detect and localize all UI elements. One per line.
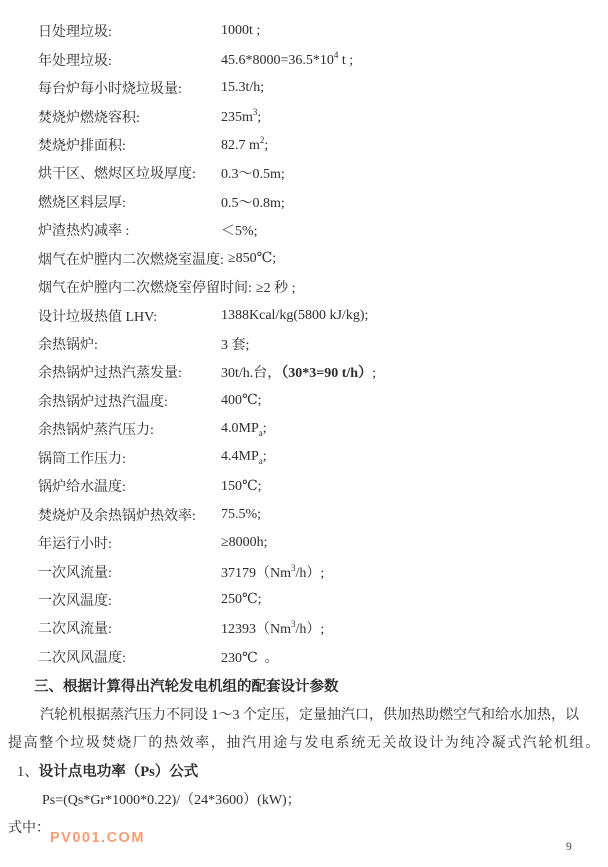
spec-value-part: 1000t ; xyxy=(221,23,261,39)
spec-value-part: 3 xyxy=(252,107,258,118)
spec-label: 烘干区、燃烬区垃圾厚度: xyxy=(38,167,196,183)
spec-label: 焚烧炉燃烧容积: xyxy=(38,110,140,126)
spec-value-part: ; xyxy=(372,366,376,382)
spec-value xyxy=(221,23,260,39)
spec-label: 烟气在炉膛内二次燃烧室温度: xyxy=(38,252,224,268)
spec-row xyxy=(38,500,600,528)
spec-label: 余热锅炉: xyxy=(38,338,98,354)
spec-value xyxy=(221,163,285,183)
spec-row xyxy=(38,586,600,614)
spec-value xyxy=(221,308,368,324)
spec-row xyxy=(38,472,600,500)
spec-value-part: 75.5%; xyxy=(221,506,262,522)
spec-value xyxy=(221,535,268,551)
spec-label: 年运行小时: xyxy=(38,537,112,553)
spec-value-part: 230℃ 。 xyxy=(221,650,279,666)
spec-value-part: 37179（Nm xyxy=(221,565,291,581)
spec-value xyxy=(221,421,267,438)
spec-label: 二次风流量: xyxy=(38,622,112,638)
spec-row xyxy=(38,245,600,273)
spec-row xyxy=(38,45,600,73)
spec-value-part: 150℃; xyxy=(221,478,262,494)
spec-value-part: a xyxy=(258,427,263,438)
spec-value-part: ; xyxy=(262,420,267,436)
paragraph-line-2: 提高整个垃圾焚烧厂的热效率，抽汽用途与发电系统无关故设计为纯冷凝式汽轮机组。 xyxy=(8,736,601,752)
spec-row xyxy=(38,557,600,585)
spec-label: 炉渣热灼减率 : xyxy=(38,224,130,240)
spec-value-part: ; xyxy=(257,110,262,126)
spec-row xyxy=(38,529,600,557)
spec-value-part: 15.3t/h; xyxy=(221,80,265,96)
spec-table xyxy=(8,17,600,671)
spec-value xyxy=(221,647,279,667)
spec-value-part: 12393（Nm xyxy=(221,622,291,638)
spec-value xyxy=(221,591,262,608)
spec-value xyxy=(221,392,262,409)
spec-row xyxy=(38,358,600,386)
spec-value-part: ; xyxy=(264,138,269,154)
spec-value xyxy=(228,250,276,267)
spec-label: 锅筒工作压力: xyxy=(38,451,126,467)
spec-label: 余热锅炉过热汽蒸发量: xyxy=(38,366,182,382)
spec-value-part: 250℃; xyxy=(221,592,262,608)
spec-value-part: 30t/h.台， xyxy=(221,366,282,382)
watermark-text: PV001.COM xyxy=(50,830,145,846)
spec-row xyxy=(38,301,600,329)
spec-value xyxy=(221,107,261,126)
spec-row xyxy=(38,330,600,358)
spec-value-part: 3 套; xyxy=(221,338,250,354)
section-heading: 三、根据计算得出汽轮发电机组的配套设计参数 xyxy=(34,678,339,695)
spec-label: 焚烧炉排面积: xyxy=(38,138,126,154)
spec-value-part: t ; xyxy=(338,53,354,69)
paragraph-line-1: 汽轮机根据蒸汽压力不同设 1～3 个定压，定量抽汽口，供加热助燃空气和给水加热，以 xyxy=(40,707,579,723)
spec-label: 烟气在炉膛内二次燃烧室停留时间: xyxy=(38,281,252,297)
spec-row xyxy=(38,216,600,244)
spec-label: 设计垃圾热值 LHV: xyxy=(38,309,158,325)
spec-value xyxy=(256,277,296,297)
spec-value-part: （30*3=90 t/h） xyxy=(281,366,373,382)
spec-row xyxy=(38,74,600,102)
sub-heading xyxy=(17,756,600,784)
spec-row xyxy=(38,415,600,443)
spec-value xyxy=(221,618,324,638)
spec-row xyxy=(38,444,600,472)
spec-value xyxy=(221,478,262,495)
spec-label: 一次风流量: xyxy=(38,565,112,581)
spec-value-part: /h）; xyxy=(295,622,325,638)
spec-label: 余热锅炉过热汽温度: xyxy=(38,394,168,410)
spec-value-part: ≥850℃; xyxy=(227,251,277,267)
spec-value-part: ≥2 秒 ; xyxy=(255,281,296,297)
sub-heading-text: 设计点电功率（Ps）公式 xyxy=(38,764,199,781)
spec-value xyxy=(221,135,268,154)
spec-value xyxy=(221,334,249,354)
spec-row xyxy=(38,643,600,671)
spec-label: 燃烧区料层厚: xyxy=(38,195,126,211)
spec-value xyxy=(221,562,324,582)
spec-value-part: ; xyxy=(262,449,267,465)
spec-label: 二次风风温度: xyxy=(38,650,126,666)
spec-row xyxy=(38,131,600,159)
spec-value-part: 400℃; xyxy=(221,393,262,409)
spec-value-part: a xyxy=(258,456,263,467)
spec-row xyxy=(38,17,600,45)
spec-value-part: ≥8000h; xyxy=(221,535,268,551)
spec-value-part: 4 xyxy=(333,50,339,61)
spec-value-part: 1388Kcal/kg(5800 kJ/kg); xyxy=(221,307,369,323)
spec-value xyxy=(221,80,264,96)
spec-row xyxy=(38,273,600,301)
spec-label: 年处理垃圾: xyxy=(38,53,112,69)
spec-row xyxy=(38,614,600,642)
spec-value-part: 3 xyxy=(291,619,296,630)
spec-value xyxy=(221,220,258,240)
spec-value-part: 2 xyxy=(259,135,265,146)
spec-label: 焚烧炉及余热锅炉热效率: xyxy=(38,508,196,524)
spec-row xyxy=(38,387,600,415)
spec-row xyxy=(38,159,600,187)
spec-label: 每台炉每小时烧垃圾量: xyxy=(38,82,182,98)
spec-row xyxy=(38,102,600,130)
page-number: 9 xyxy=(566,841,572,853)
spec-value-part: 0.3～0.5m; xyxy=(221,167,285,183)
spec-label: 余热锅炉蒸汽压力: xyxy=(38,423,154,439)
spec-value xyxy=(221,192,285,212)
spec-label: 锅炉给水温度: xyxy=(38,480,126,496)
spec-label: 一次风温度: xyxy=(38,593,112,609)
spec-value-part: 0.5～0.8m; xyxy=(221,195,285,211)
spec-value xyxy=(221,362,376,382)
spec-label: 日处理垃圾: xyxy=(38,25,112,41)
spec-value-part: /h）; xyxy=(295,565,325,581)
sub-heading-number: 1、 xyxy=(17,764,39,781)
spec-value xyxy=(221,507,261,523)
spec-value-part: 235m xyxy=(221,110,253,126)
formula-text: Ps=(Qs*Gr*1000*0.22)/（24*3600）(kW)； xyxy=(42,793,301,809)
spec-value xyxy=(221,50,353,69)
spec-value-part: 45.6*8000=36.5*10 xyxy=(221,53,334,69)
formula-note: 式中： xyxy=(8,821,50,837)
spec-value-part: 82.7 m xyxy=(221,138,260,154)
spec-value-part: ＜5%; xyxy=(221,224,258,240)
spec-row xyxy=(38,188,600,216)
spec-value-part: 4.0MP xyxy=(221,420,259,436)
spec-value-part: 3 xyxy=(291,562,296,573)
spec-value-part: 4.4MP xyxy=(221,449,259,465)
spec-value xyxy=(221,449,267,466)
